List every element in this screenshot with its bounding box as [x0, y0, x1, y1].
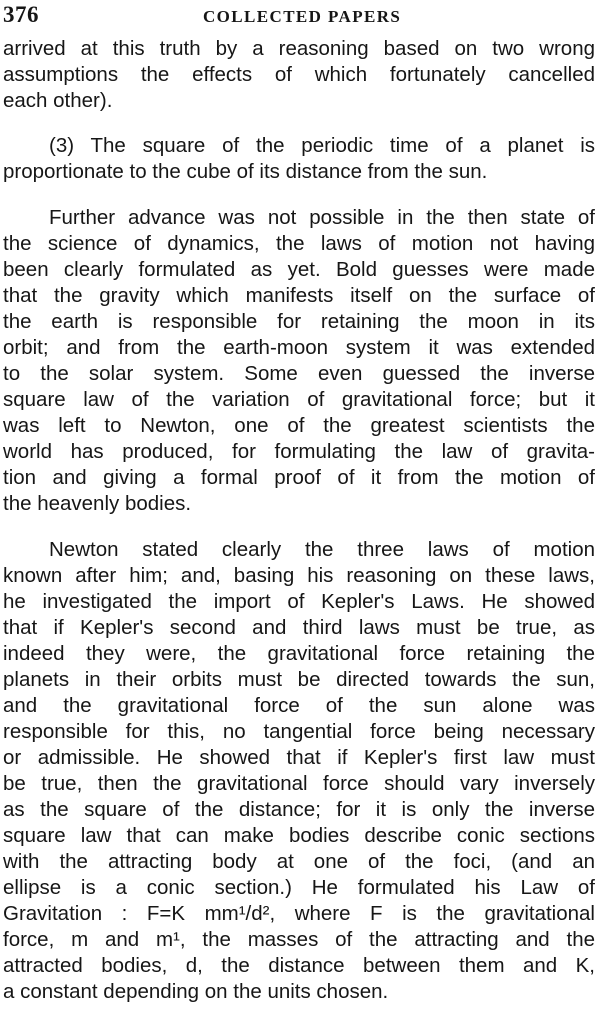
text-line: responsible for this, no tangential force being necessary	[3, 720, 595, 743]
text-line: as the square of the distance; for it is only the inverse	[3, 798, 595, 821]
text-line: Gravitation : F=K mm¹/d², where F is the gravitational	[3, 902, 595, 925]
text-line: been clearly formulated as yet. Bold guesses were made	[3, 258, 595, 281]
text-line: force, m and m¹, the masses of the attracting and the	[3, 928, 595, 951]
text-line: orbit; and from the earth-moon system it was extended	[3, 336, 595, 359]
text-line: and the gravitational force of the sun alone was	[3, 694, 595, 717]
paragraph-newton	[3, 537, 595, 1005]
text-line: Newton stated clearly the three laws of motion	[49, 538, 595, 561]
text-line: assumptions the effects of which fortunately cancelled	[3, 63, 595, 86]
text-line: with the attracting body at one of the foci, (and an	[3, 850, 595, 873]
text-line: square law of the variation of gravitational force; but it	[3, 388, 595, 411]
text-line: square law that can make bodies describe conic sections	[3, 824, 595, 847]
text-line: Further advance was not possible in the then state of	[49, 206, 595, 229]
paragraph-gap	[3, 114, 595, 133]
paragraph-further-advance	[3, 205, 595, 517]
paragraph-kepler-third-law	[3, 133, 595, 185]
body-text	[3, 36, 595, 1005]
text-line: or admissible. He showed that if Kepler's first law must	[3, 746, 595, 769]
text-line: attracted bodies, d, the distance between them and K,	[3, 954, 595, 977]
text-line: that the gravity which manifests itself on the surface of	[3, 284, 595, 307]
text-line: the heavenly bodies.	[3, 492, 192, 515]
text-line: each other).	[3, 89, 113, 112]
text-line: the earth is responsible for retaining the moon in its	[3, 310, 595, 333]
text-line: ellipse is a conic section.) He formulated his Law of	[3, 876, 595, 899]
text-line: be true, then the gravitational force should vary inversely	[3, 772, 595, 795]
text-line: was left to Newton, one of the greatest scientists the	[3, 414, 595, 437]
text-line: a constant depending on the units chosen.	[3, 980, 389, 1003]
text-line: that if Kepler's second and third laws must be true, as	[3, 616, 595, 639]
text-line: planets in their orbits must be directed towards the sun,	[3, 668, 595, 691]
text-line: tion and giving a formal proof of it from the motion of	[3, 466, 595, 489]
page-number: 376	[3, 2, 39, 27]
text-line: world has produced, for formulating the law of gravita-	[3, 440, 595, 463]
paragraph-gap	[3, 185, 595, 205]
text-line: he investigated the import of Kepler's Laws. He showed	[3, 590, 595, 613]
paragraph-gap	[3, 517, 595, 537]
page-header	[3, 2, 593, 32]
text-line: known after him; and, basing his reasoning on these laws,	[3, 564, 595, 587]
text-line: arrived at this truth by a reasoning based on two wrong	[3, 37, 595, 60]
text-line: (3) The square of the periodic time of a planet is	[49, 134, 595, 157]
text-line: indeed they were, the gravitational force retaining the	[3, 642, 595, 665]
text-line: proportionate to the cube of its distance from the sun.	[3, 160, 488, 183]
paragraph-continuation	[3, 36, 595, 114]
running-head: COLLECTED PAPERS	[203, 7, 402, 26]
text-line: to the solar system. Some even guessed the inverse	[3, 362, 595, 385]
text-line: the science of dynamics, the laws of motion not having	[3, 232, 595, 255]
